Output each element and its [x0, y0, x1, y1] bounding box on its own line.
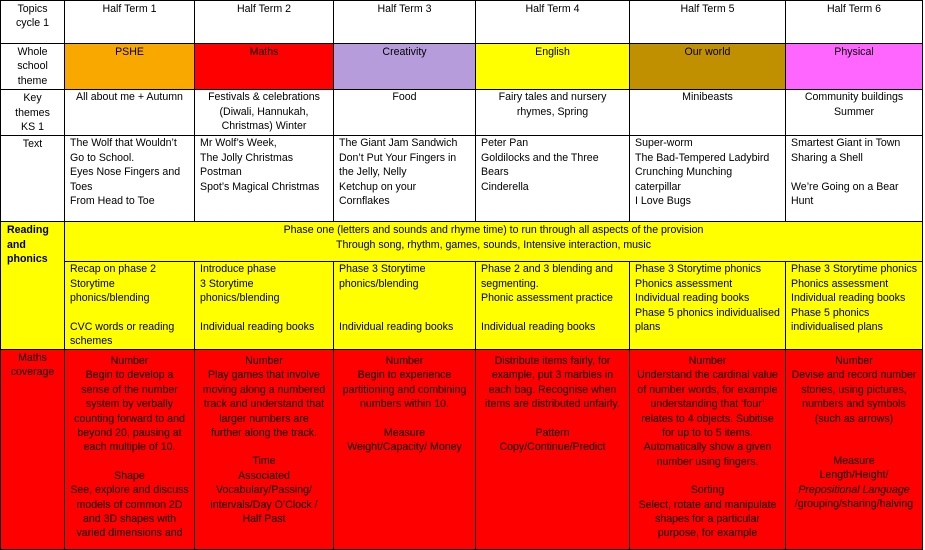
- maths-body2-5: Select, rotate and manipulate shapes for a particular purpose, for example: [638, 498, 777, 540]
- reading-terms-row: [1, 262, 923, 349]
- reading-and-phonics-label: Reading and phonics: [1, 222, 65, 349]
- term-header-5: Half Term 5: [630, 1, 786, 44]
- text-cell-3: The Giant Jam Sandwich Don’t Put Your Fingers in the Jelly, Nelly Ketchup on your Cornflakes: [334, 136, 476, 222]
- maths-body-1: Begin to develop a sense of the number system by verbally counting forward to and beyond 20, pausing at each multiple of 10.: [74, 369, 185, 454]
- maths-body2-6-italic: Prepositional Language: [798, 483, 910, 496]
- phase-one-line-2: Through song, rhythm, games, sounds, Intensive interaction, music: [335, 238, 652, 251]
- maths-heading-2: Number: [245, 354, 283, 367]
- reading-cell-1: Recap on phase 2 Storytime phonics/blending CVC words or reading schemes: [65, 262, 195, 349]
- maths-body2-6: Length/Height/: [819, 469, 889, 482]
- text-cell-2: Mr Wolf’s Week, The Jolly Christmas Postman Spot’s Magical Christmas: [195, 136, 334, 222]
- key-themes-label: Key themes KS 1: [1, 90, 65, 136]
- text-cell-4: Peter Pan Goldilocks and the Three Bears Cinderella: [476, 136, 630, 222]
- reading-cell-3: Phase 3 Storytime phonics/blending Individual reading books: [334, 262, 476, 349]
- theme-creativity: Creativity: [334, 44, 476, 90]
- maths-body2-6-tail: /grouping/sharing/halving: [794, 498, 914, 511]
- term-header-4: Half Term 4: [476, 1, 630, 44]
- key-theme-3: Food: [334, 90, 476, 136]
- text-cell-5: Super-worm The Bad-Tempered Ladybird Crunching Munching caterpillar I Love Bugs: [630, 136, 786, 222]
- theme-maths: Maths: [195, 44, 334, 90]
- maths-cell-2: [195, 349, 334, 549]
- maths-heading2-6: Measure: [833, 454, 875, 467]
- text-cell-1: The Wolf that Wouldn’t Go to School. Eyes Nose Fingers and Toes From Head to Toe: [65, 136, 195, 222]
- maths-heading2-4: Pattern: [535, 426, 570, 439]
- maths-cell-4: [476, 349, 630, 549]
- maths-body-3: Begin to experience partitioning and combining numbers within 10.: [342, 369, 467, 411]
- key-theme-2: Festivals & celebrations (Diwali, Hannukah, Christmas) Winter: [195, 90, 334, 136]
- maths-body-4: Distribute items fairly, for example, put 3 marbles in each bag. Recognise when items are distributed unfairly.: [485, 354, 620, 411]
- maths-cell-1: [65, 349, 195, 549]
- theme-pshe: PSHE: [65, 44, 195, 90]
- maths-coverage-label: Maths coverage: [1, 349, 65, 549]
- maths-heading-1: Number: [110, 354, 149, 367]
- phase-one-note: [65, 222, 923, 262]
- maths-heading2-5: Sorting: [690, 484, 725, 497]
- whole-school-theme-label: Whole school theme: [1, 44, 65, 90]
- reading-cell-4: Phase 2 and 3 blending and segmenting. Phonic assessment practice Individual reading books: [476, 262, 630, 349]
- maths-body2-3: Weight/Capacity/ Money: [347, 440, 462, 453]
- maths-body-5: Understand the cardinal value of number words, for example understanding that ‘four’ relates to 4 objects. Subitise for up to to 5 items. Automatically show a given number using fingers.: [637, 369, 778, 468]
- term-header-1: Half Term 1: [65, 1, 195, 44]
- maths-heading2-1: Shape: [114, 469, 145, 482]
- term-header-3: Half Term 3: [334, 1, 476, 44]
- maths-body2-2: Associated Vocabulary/Passing/ intervals/Day O’Clock / Half Past: [210, 469, 318, 525]
- reading-phase-one-row: [1, 222, 923, 262]
- reading-cell-5: Phase 3 Storytime phonics Phonics assessment Individual reading books Phase 5 phonics individualised plans: [630, 262, 786, 349]
- theme-english: English: [476, 44, 630, 90]
- maths-body2-1: See, explore and discuss models of common 2D and 3D shapes with varied dimensions and: [70, 484, 189, 540]
- maths-coverage-row: [1, 349, 923, 549]
- maths-cell-5: [630, 349, 786, 549]
- maths-heading-5: Number: [688, 354, 727, 367]
- maths-heading-3: Number: [385, 354, 424, 367]
- maths-body2-4: Copy/Continue/Predict: [499, 440, 606, 453]
- maths-heading2-2: Time: [252, 455, 276, 468]
- theme-physical: Physical: [786, 44, 923, 90]
- maths-heading2-3: Measure: [383, 426, 426, 439]
- maths-cell-6: [786, 349, 923, 549]
- key-theme-1: All about me + Autumn: [65, 90, 195, 136]
- maths-body-2: Play games that involve moving along a numbered track and understand that larger numbers are further along the track.: [202, 369, 326, 439]
- header-row: [1, 1, 923, 44]
- key-themes-row: [1, 90, 923, 136]
- maths-cell-3: [334, 349, 476, 549]
- maths-body-6: Devise and record number stories, using pictures, numbers and symbols (such as arrows): [791, 369, 917, 425]
- whole-school-theme-row: [1, 44, 923, 90]
- key-theme-4: Fairy tales and nursery rhymes, Spring: [476, 90, 630, 136]
- text-label: Text: [1, 136, 65, 222]
- reading-cell-2: Introduce phase 3 Storytime phonics/blending Individual reading books: [195, 262, 334, 349]
- text-cell-6: Smartest Giant in Town Sharing a Shell We’re Going on a Bear Hunt: [786, 136, 923, 222]
- corner-label: Topics cycle 1: [1, 1, 65, 44]
- phase-one-line-1: Phase one (letters and sounds and rhyme time) to run through all aspects of the provision: [283, 224, 704, 237]
- key-theme-6: Community buildings Summer: [786, 90, 923, 136]
- term-header-6: Half Term 6: [786, 1, 923, 44]
- term-header-2: Half Term 2: [195, 1, 334, 44]
- text-row: [1, 136, 923, 222]
- theme-our-world: Our world: [630, 44, 786, 90]
- maths-heading-6: Number: [835, 354, 873, 367]
- key-theme-5: Minibeasts: [630, 90, 786, 136]
- reading-cell-6: Phase 3 Storytime phonics Phonics assessment Individual reading books Phase 5 phonics individualised plans: [786, 262, 923, 349]
